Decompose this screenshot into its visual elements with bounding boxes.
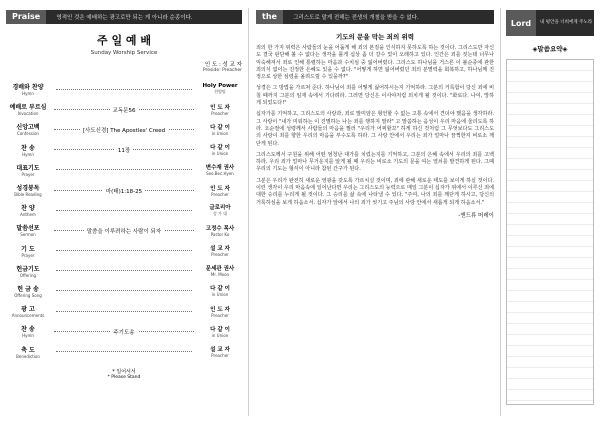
- devotional-paragraph: 그리스도께서 구원을 위해 어떤 엄청난 대가를 치렀는지를 기억하고, 그분의 은혜 속에서 우리의 죄를 고백하라. 우리 죄가 얼마나 무거운지를 알게 될 때 우리는 비로소 기도의 문을 여는 열쇠를 발견하게 된다. 그때 우리의 기도는 형식이 아니라 참된 간구가 된다.: [256, 151, 494, 173]
- order-detail: [56, 351, 192, 352]
- order-row: [6, 79, 242, 99]
- order-leader-name-en: in Union: [211, 332, 229, 338]
- the-header-text: 그리스도로 말게 전해는 전생의 개철을 받을 수 없다.: [293, 15, 419, 21]
- order-item-label-en: Hymn: [22, 333, 34, 339]
- order-item-label: 성경봉독: [16, 185, 40, 193]
- order-item-label-en: Offering: [19, 272, 37, 278]
- order-detail: [54, 148, 194, 155]
- order-item: [6, 183, 50, 197]
- order-leader-name-en: Mr. Moon: [210, 272, 230, 278]
- order-row: [6, 281, 242, 301]
- order-item-label-en: Hymn: [22, 151, 34, 157]
- order-leader-name: 변수재 권사: [205, 165, 235, 172]
- order-leader-name: 인 도 자: [210, 104, 230, 111]
- order-leader-name-en: Seo.Bec.Hyen: [206, 171, 234, 177]
- order-item-label-en: Bible Reading: [14, 192, 42, 198]
- leader-label: 인 도 : 성 교 자: [204, 62, 242, 68]
- order-row: [6, 119, 242, 139]
- order-row: [6, 261, 242, 281]
- order-item: [6, 324, 50, 338]
- order-detail: [54, 107, 194, 114]
- order-leader-name-en: in Union: [211, 292, 229, 298]
- order-item: [6, 244, 50, 258]
- order-detail-text: 교독문56: [110, 108, 139, 114]
- order-item-label-en: Announcements: [11, 313, 45, 319]
- order-detail: [54, 228, 194, 235]
- order-detail: [56, 210, 192, 211]
- order-row: [6, 241, 242, 261]
- order-item-label-en: Prayer: [21, 252, 35, 258]
- order-leader-name-en: Preacher: [211, 312, 229, 318]
- order-item-label-en: Hymn: [22, 91, 34, 97]
- order-detail-text: 11장: [115, 148, 133, 154]
- order-item-label-en: Prayer: [21, 171, 35, 177]
- order-detail: [56, 311, 192, 312]
- order-leader-name: 설 교 자: [210, 347, 230, 354]
- order-leader-name: 문세관 권사: [205, 266, 235, 273]
- order-detail: [56, 89, 192, 90]
- devotional-paragraph: 그분은 우리가 완전히 새로운 영광을 갖도록 가르치실 것이며, 죄에 관해 새로운 태도를 보이게 하실 것이다. 이런 생각이 우리 마음속에 일어난다면 우리는 그리스도의 능력으로 매일 그분이 십자가 위에서 이루신 죄에 대한 승리를 누리게 될 것이다. 그 승리를 삶 속에 나타낼 수 있다. "주여, 나의 죄를 깨닫게 하시고, 당신의 거룩하심을 보게 하옵소서. 십자가 앞에서 나의 죄가 씻기고 주님의 사랑 안에서 새롭게 되게 하옵소서.": [256, 177, 494, 206]
- order-detail: [54, 329, 194, 336]
- order-item-label: 광 고: [21, 306, 35, 314]
- order-leader-name: 설 교 자: [210, 246, 230, 253]
- order-item: [6, 203, 50, 217]
- order-detail: [56, 169, 192, 170]
- order-row: [6, 140, 242, 160]
- order-item-label: 헌금기도: [16, 265, 40, 273]
- order-item-label: 축 도: [21, 346, 35, 354]
- devotional-paragraph: 죄의 한 가지 위력은 사람들의 눈을 어둡게 해 죄의 본질을 인식하지 못하도록 하는 것이다. 그리스도만 자신도 결국 판단해 볼 수 없다는 생각을 틀게 십상 좀 더 갈수 었이 오래하고 있다. 인간은 죄를 짓는데 너무나 익숙해져서 죄로 인해 통렬하는 마음과 수치심 중 잃어버렸다. 그리스도 하나님을 거스른 이 불순종에 관한 죄의식 없이는 진정한 은혜도 있을 수 없다. "어떻게 하면 잃어버렸던 죄의 분별력을 회복하고, 하나님께 진정으로 상한 심령을 올려드릴 수 있을까?": [256, 45, 494, 81]
- devotional-paragraph: 십자가를 기억하고, 그리스도의 사랑과, 죄로 말미암은 형언할 수 없는 고통 속에서 견뎌야 했음을 생각하라. 그 사랑이 "내가 미워하는 이 진멸하는 나는 죄를 행하지 말라" 고 말씀하는 음성이 우리 마음에 울리도록 하라. 오순절에 성령께서 사람들의 마음을 찔러 "우리가 어찌할꼬" 하게 하신 것처럼 그 무엇보다도 그리스도의 사랑이 죄를 향한 우리의 마음을 부수도록 하라. 그 사랑 안에서 우리는 죄가 얼마나 끔찍한지 비로소 깨닫게 된다.: [256, 111, 494, 147]
- order-item: [6, 122, 50, 136]
- order-leader-name-en: in Union: [211, 130, 229, 136]
- lord-tag: Lord: [506, 10, 536, 36]
- order-item-label: 찬 송: [21, 326, 35, 334]
- order-item-label-en: Sermon: [20, 232, 36, 238]
- order-detail-text: 말씀을 이루려하는 사람이 되자: [84, 229, 164, 235]
- order-leader-name: 다 같 이: [210, 326, 230, 333]
- order-leader-name: 다 같 이: [210, 145, 230, 152]
- order-leader-name-en: in Union: [211, 151, 229, 157]
- column-divider: [500, 8, 501, 416]
- order-leader-name: 다 같 이: [210, 124, 230, 131]
- order-item-label-en: Anthem: [20, 212, 36, 218]
- devotional-title: 기도의 문을 막는 죄의 위력: [335, 33, 415, 41]
- order-item-label-en: Invocation: [17, 111, 39, 117]
- order-leader-name: 글로리아: [209, 205, 231, 212]
- order-leader-name-en: 찬양팀: [214, 89, 226, 95]
- leader-label-en: Preside: Preacher: [202, 68, 242, 73]
- order-row: [6, 180, 242, 200]
- order-leader-name-en: Preacher: [211, 252, 229, 258]
- order-leader-name-en: Preacher: [211, 353, 229, 359]
- order-leader-name: 인 도 자: [210, 185, 230, 192]
- order-item: [6, 102, 50, 116]
- order-detail-text: 주기도송: [110, 330, 137, 336]
- order-leader-name-en: Preacher: [211, 110, 229, 116]
- order-detail: [54, 188, 194, 195]
- order-item-label-en: Benediction: [16, 353, 40, 359]
- order-item-label: 말씀선포: [16, 225, 40, 233]
- order-item-label: 기 도: [21, 245, 35, 253]
- praise-header-text: 영적인 것은 예배하는 광고로만 되는 게 아니라 순종이다.: [56, 15, 193, 21]
- column-divider: [248, 8, 249, 416]
- leader-info: [6, 60, 242, 73]
- devotional-signature: -앤드류 머레이: [458, 212, 494, 219]
- order-leader-name-en: 성 가 대: [212, 211, 228, 217]
- order-item: [6, 143, 50, 157]
- the-tag: the: [256, 10, 283, 24]
- order-detail: [56, 270, 192, 271]
- order-leader: [198, 103, 242, 116]
- order-leader: [198, 325, 242, 338]
- order-row: [6, 341, 242, 361]
- order-leader: [198, 224, 242, 237]
- the-header-bar: [256, 10, 494, 24]
- order-item: [6, 284, 50, 298]
- order-item: [6, 345, 50, 359]
- order-item-label: 신앙고백: [16, 124, 40, 132]
- order-leader: [198, 163, 242, 176]
- lord-header-bar: [506, 10, 594, 36]
- order-item: [6, 223, 50, 237]
- order-item: [6, 82, 50, 96]
- order-item: [6, 264, 50, 278]
- page-title: 주 일 예 배: [97, 34, 151, 47]
- order-row: [6, 321, 242, 341]
- order-item-label-en: Confession: [17, 131, 39, 137]
- order-leader-name-en: Pastor Ko: [210, 231, 230, 237]
- order-item-label-en: Offering Song: [14, 292, 42, 298]
- order-item-label: 찬 송: [21, 144, 35, 152]
- order-leader: [198, 203, 242, 217]
- standing-note: [6, 368, 242, 380]
- order-detail-text: [사도신경] The Apostles' Creed: [80, 128, 168, 134]
- order-leader: [198, 143, 242, 156]
- order-row: [6, 160, 242, 180]
- order-row: [6, 220, 242, 240]
- order-detail-text: 마(태)1:18-25: [103, 189, 145, 195]
- order-row: [6, 200, 242, 220]
- order-leader-name: 다 같 이: [210, 286, 230, 293]
- order-leader-name-en: Preacher: [211, 191, 229, 197]
- order-detail: [56, 290, 192, 291]
- order-item: [6, 304, 50, 318]
- order-item-label: 대표기도: [16, 164, 40, 172]
- order-row: [6, 99, 242, 119]
- order-detail: [56, 250, 192, 251]
- devotional-paragraph: 성경은 그 방법을 가르쳐 준다. 하나님이 죄를 어떻게 싫어하시는지 기억하라. 그분의 거룩함이 당신 죄에 비칠 때까지 그분의 임재 속에서 기다려라. 그러면 당신은 이사야처럼 외치게 될 것이다. "화로다. 나여, 망하게 되었도다!": [256, 85, 494, 107]
- standing-text-en: * Please Stand: [107, 374, 141, 380]
- order-item-label: 찬 양: [21, 205, 35, 213]
- order-leader: [198, 345, 242, 358]
- order-leader: [198, 264, 242, 277]
- devotional-column: [256, 30, 494, 219]
- praise-header-bar: [6, 10, 242, 24]
- order-of-service: [6, 79, 242, 362]
- order-leader: [198, 284, 242, 297]
- standing-text: * 일어서서: [112, 368, 136, 375]
- order-row: [6, 301, 242, 321]
- order-leader: [198, 244, 242, 257]
- praise-tag: Praise: [6, 10, 46, 24]
- worship-order-column: [6, 30, 242, 380]
- sermon-notes-area[interactable]: [506, 59, 594, 405]
- order-item: [6, 163, 50, 177]
- order-detail: [54, 127, 194, 134]
- order-leader-name: 인 도 자: [210, 306, 230, 313]
- order-leader-name: 고정수 목사: [205, 225, 235, 232]
- order-leader: [198, 123, 242, 136]
- page-subtitle: Sunday Worship Service: [90, 50, 158, 56]
- order-leader: [198, 305, 242, 318]
- notes-column: [506, 10, 594, 405]
- lord-header-text: 내 평안을 너희에게 주노라: [540, 20, 593, 25]
- order-leader-name: Holy Power: [202, 83, 238, 90]
- order-leader: [198, 83, 242, 95]
- order-item-label: 헌 금 송: [17, 285, 39, 293]
- order-leader: [198, 184, 242, 197]
- order-item-label: 경배와 찬양: [12, 84, 44, 92]
- sermon-notes-title: ◈말씀요약◈: [532, 45, 568, 53]
- order-item-label: 예배로 부르심: [9, 104, 47, 112]
